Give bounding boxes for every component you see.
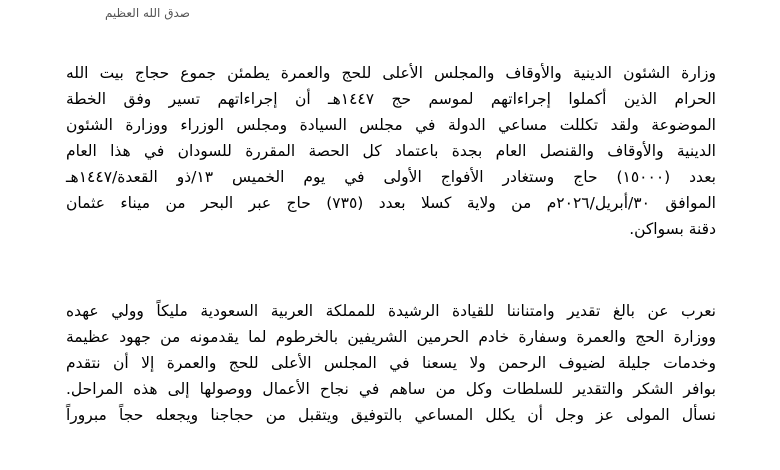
paragraph-line: نسأل المولى عز وجل أن يكلل المساعي بالتوفيق ويتقبل من حجاجنا ويجعله حجاً مبروراً <box>66 406 716 424</box>
paragraph-line: الموضوعة ولقد تكللت مساعي الدولة في مجلس السيادة ومجلس الوزراء ووزارة الشئون <box>66 116 716 134</box>
paragraph-line: الدينية والأوقاف والقنصل العام بجدة باعتماد كل الحصة المقررة للسودان في هذا العام <box>66 142 716 160</box>
paragraph-line: بوافر الشكر والتقدير للسلطات وكل من ساهم في نجاح الأعمال ووصولها إلى هذه المراحل. <box>66 380 716 398</box>
paragraph-line: الموافق ٣٠/أبريل/٢٠٢٦م من ولاية كسلا بعدد (٧٣٥) حاج عبر البحر من ميناء عثمان <box>66 194 716 212</box>
paragraph-line: الحرام الذين أكملوا إجراءاتهم لموسم حج ١٤٤٧هـ أن إجراءاتهم تسير وفق الخطة <box>66 90 716 108</box>
paragraph-line: نعرب عن بالغ تقدير وامتناننا للقيادة الرشيدة للمملكة العربية السعودية مليكاً وولي عهده <box>66 302 716 320</box>
paragraph-line: بعدد (١٥٠٠٠) حاج وستغادر الأفواج الأولى في يوم الخميس ١٣/ذو القعدة/١٤٤٧هـ <box>66 168 716 186</box>
paragraph-line: وخدمات جليلة لضيوف الرحمن ولا يسعنا في المجلس الأعلى للحج والعمرة إلا أن نتقدم <box>66 354 716 372</box>
closing-verse-line: صدق الله العظيم <box>104 6 190 20</box>
gratitude-paragraph <box>66 298 716 428</box>
paragraph-line: ووزارة الحج والعمرة وسفارة خادم الحرمين الشريفين بالخرطوم لما يقدمونه من جهود عظيمة <box>66 328 716 346</box>
paragraph-line: دقنة بسواكن. <box>629 220 716 238</box>
announcement-paragraph <box>66 60 716 242</box>
paragraph-line: وزارة الشئون الدينية والأوقاف والمجلس الأعلى للحج والعمرة يطمئن جموع حجاج بيت الله <box>66 64 716 82</box>
